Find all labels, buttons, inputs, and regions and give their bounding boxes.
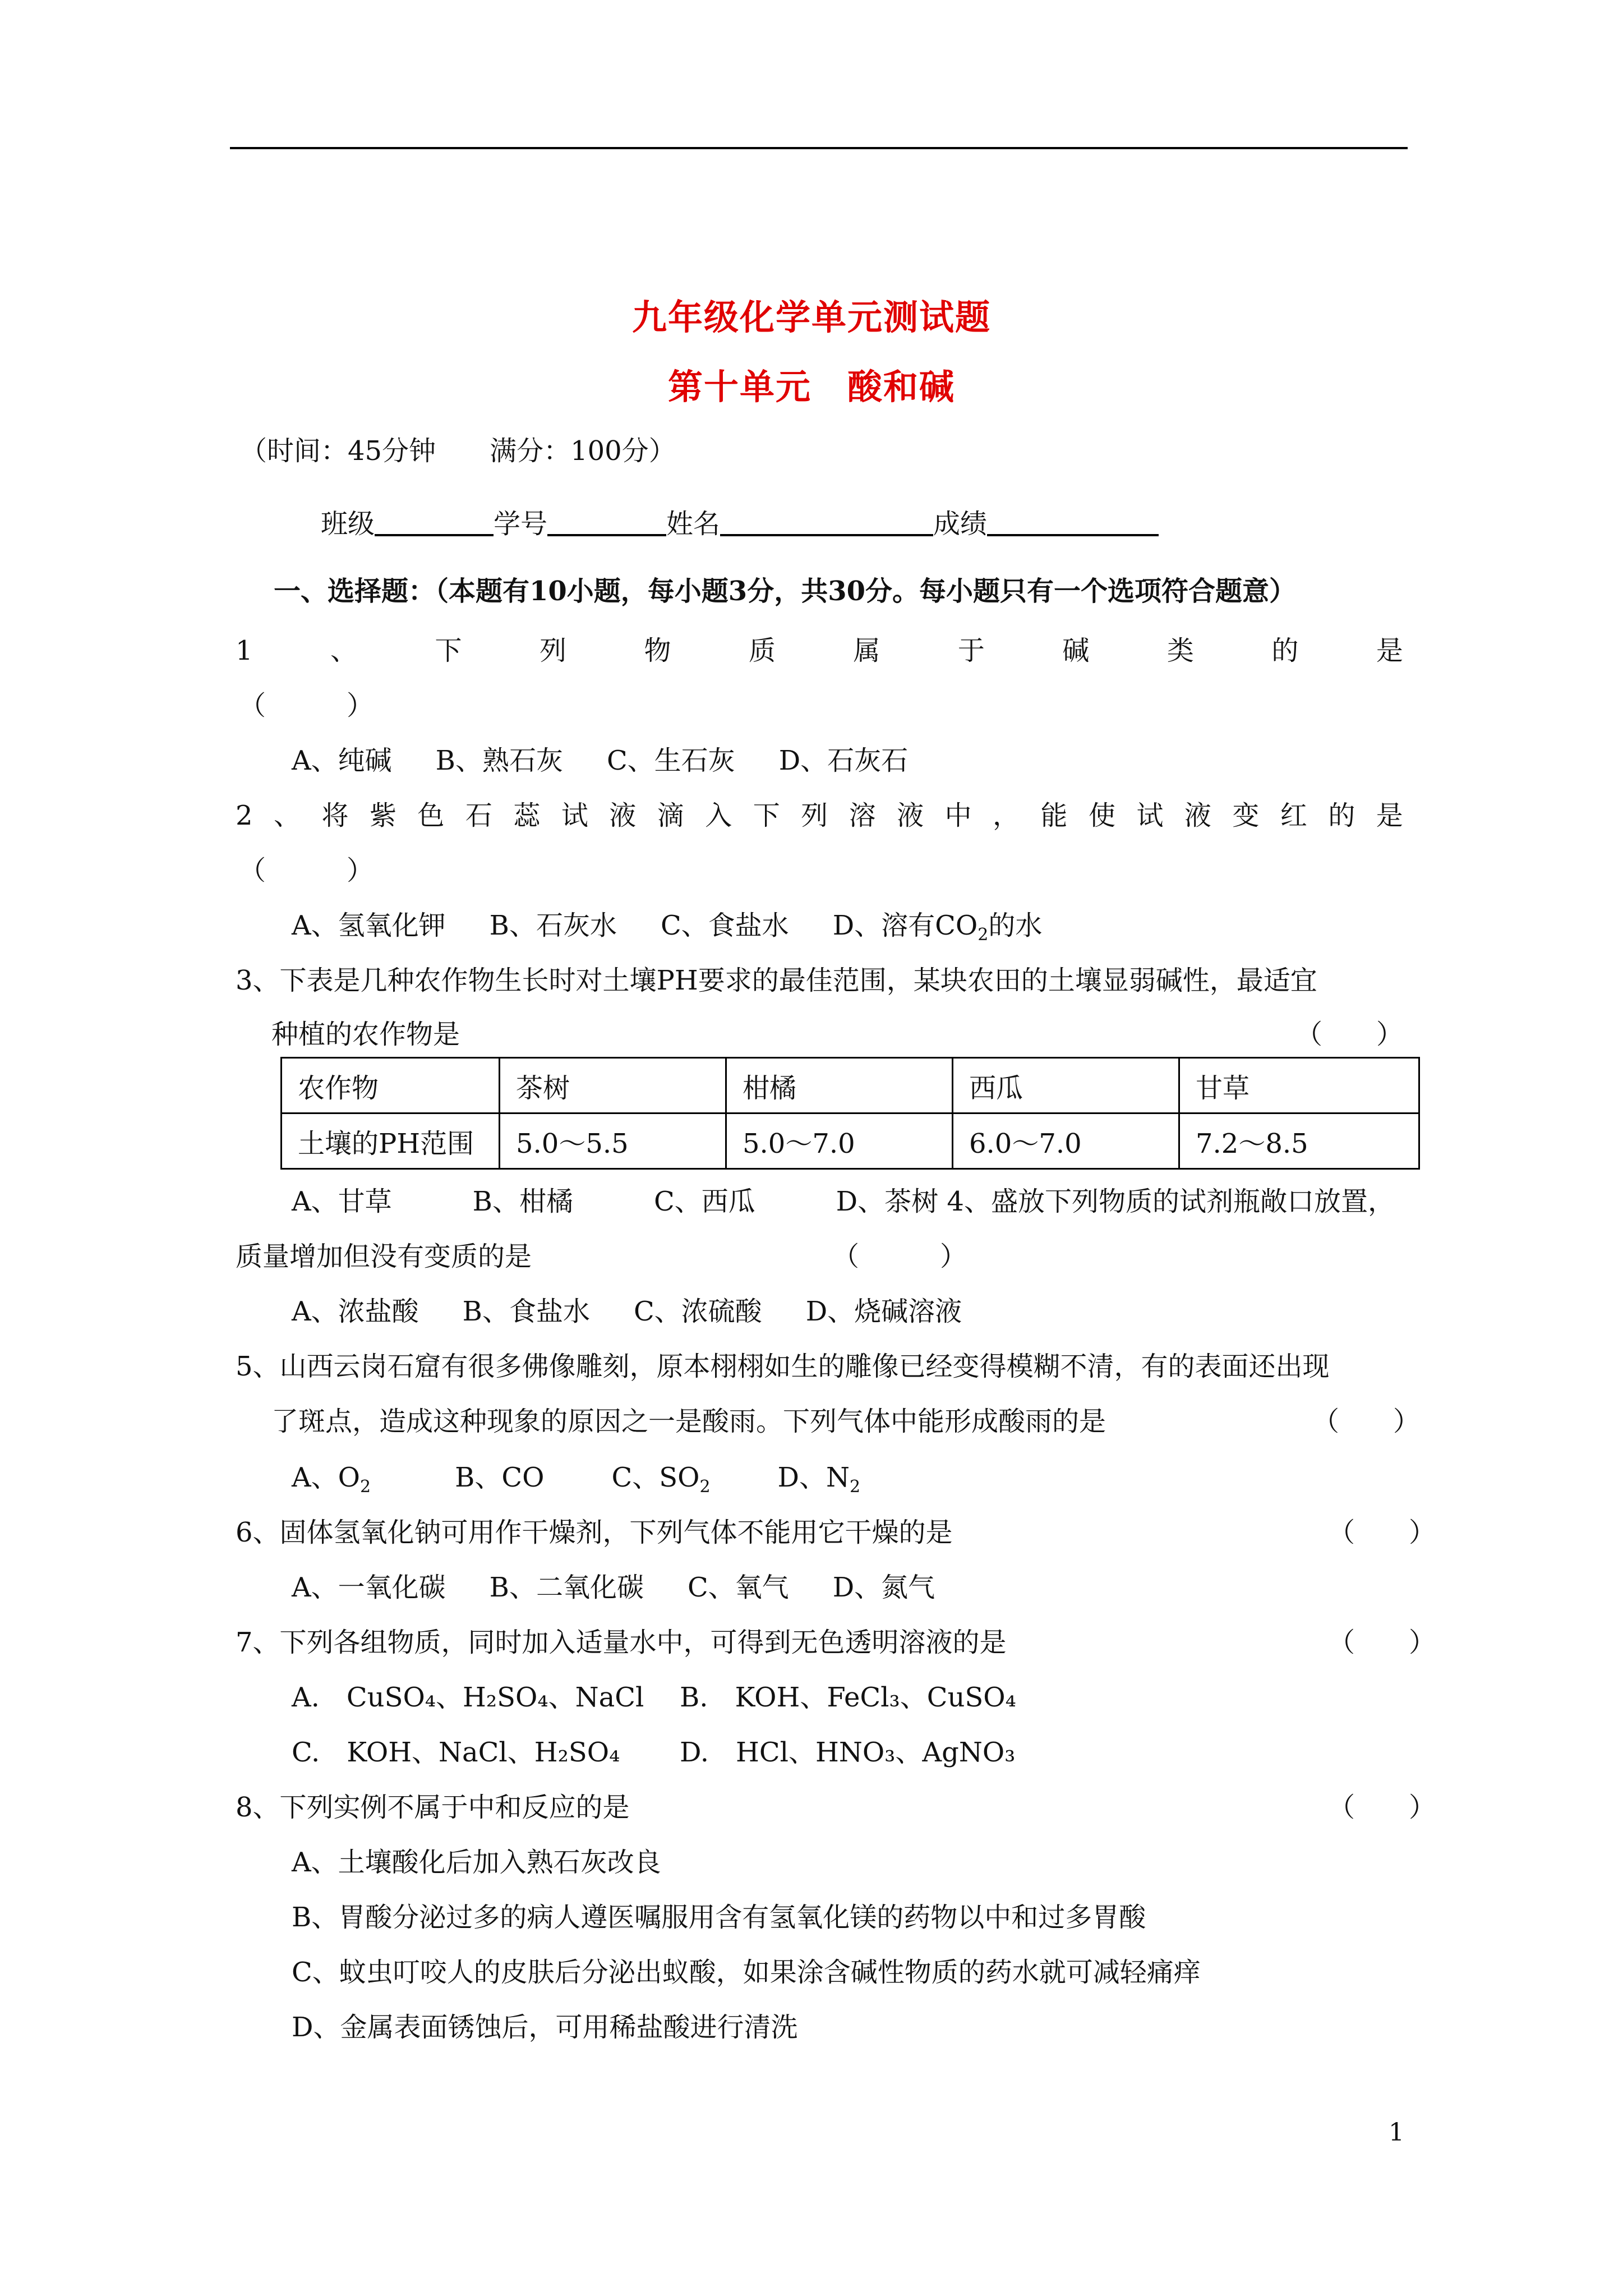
question-4-answer-paren: （ ） xyxy=(832,1241,967,1272)
option-c-subscript: 2 xyxy=(699,1477,711,1497)
question-5-answer-paren: （ ） xyxy=(1312,1406,1421,1437)
option-c-text: C、SO xyxy=(611,1462,700,1493)
stem-char: 溶 xyxy=(849,800,876,831)
question-1-stem xyxy=(236,634,1403,668)
option-c[interactable]: C. KOH、NaCl、H₂SO₄ xyxy=(292,1737,620,1768)
question-8-answer-paren: （ ） xyxy=(1328,1792,1436,1823)
table-header-cell: 甘草 xyxy=(1179,1058,1419,1114)
option-a[interactable]: A、一氧化碳 xyxy=(292,1572,446,1603)
option-a[interactable]: A、纯碱 xyxy=(292,745,392,776)
option-a-text: A、O xyxy=(292,1462,361,1493)
table-header-row xyxy=(282,1058,1419,1114)
option-d-subscript: 2 xyxy=(978,925,989,945)
stem-char: 使 xyxy=(1088,800,1115,831)
exam-meta: （时间：45分钟 满分：100分） xyxy=(240,435,676,467)
option-b-text: B、CO xyxy=(455,1462,545,1493)
stem-char: 是 xyxy=(1376,800,1403,831)
question-5-line-1: 5、山西云岗石窟有很多佛像雕刻，原本栩栩如生的雕像已经变得模糊不清，有的表面还出现 xyxy=(236,1351,1330,1382)
option-d-text: D、溶有CO xyxy=(832,910,978,941)
stem-char: 紫 xyxy=(369,800,396,831)
stem-char: 于 xyxy=(957,635,985,666)
option-d[interactable]: D、金属表面锈蚀后，可用稀盐酸进行清洗 xyxy=(292,2012,798,2043)
question-5-options xyxy=(292,1461,904,1497)
class-label: 班级 xyxy=(321,508,375,540)
stem-char: 液 xyxy=(609,800,637,831)
option-c[interactable]: C、生石灰 xyxy=(606,745,735,776)
table-header-cell: 西瓜 xyxy=(953,1058,1179,1114)
table-cell: 5.0～5.5 xyxy=(500,1114,726,1169)
stem-char: ， xyxy=(993,800,1020,831)
exam-subtitle: 第十单元 酸和碱 xyxy=(667,366,955,407)
stem-char: 能 xyxy=(1040,800,1068,831)
stem-char: 属 xyxy=(853,635,880,666)
option-d[interactable]: D、烧碱溶液 xyxy=(805,1296,962,1327)
stem-char: 是 xyxy=(1376,635,1403,666)
option-d-text-end: 的水 xyxy=(988,910,1043,941)
stem-char: 质 xyxy=(748,635,776,666)
stem-char: 液 xyxy=(1184,800,1211,831)
section-heading: 一、选择题：（本题有10小题，每小题3分，共30分。每小题只有一个选项符合题意） xyxy=(274,576,1296,607)
stem-char: 2 xyxy=(236,800,253,831)
stem-char: 红 xyxy=(1280,800,1307,831)
exam-title: 九年级化学单元测试题 xyxy=(631,297,991,338)
stem-char: 石 xyxy=(465,800,492,831)
crop-ph-table xyxy=(280,1057,1420,1170)
question-4-line-2: 质量增加但没有变质的是 xyxy=(236,1241,532,1272)
option-b[interactable] xyxy=(455,1461,544,1494)
page-number: 1 xyxy=(1389,2118,1404,2147)
question-8-stem: 8、下列实例不属于中和反应的是 xyxy=(236,1792,630,1823)
stem-char: 将 xyxy=(321,800,349,831)
option-b[interactable]: B、食盐水 xyxy=(462,1296,590,1327)
stem-char: 试 xyxy=(1136,800,1164,831)
question-3-answer-paren: （ ） xyxy=(1295,1019,1404,1050)
option-d[interactable] xyxy=(832,909,1043,945)
stem-char: 列 xyxy=(801,800,828,831)
question-6-options xyxy=(292,1571,979,1604)
option-a[interactable]: A. CuSO₄、H₂SO₄、NaCl xyxy=(292,1682,644,1713)
option-c[interactable]: C、浓硫酸 xyxy=(633,1296,762,1327)
table-header-cell: 农作物 xyxy=(282,1058,500,1114)
stem-char: 下 xyxy=(435,635,462,666)
question-7-answer-paren: （ ） xyxy=(1328,1627,1436,1658)
option-a[interactable]: A、土壤酸化后加入熟石灰改良 xyxy=(292,1847,661,1878)
option-b[interactable]: B、熟石灰 xyxy=(435,745,563,776)
option-a[interactable]: A、浓盐酸 xyxy=(292,1296,419,1327)
option-a[interactable] xyxy=(292,1461,371,1497)
option-d-text: D、N xyxy=(777,1462,850,1493)
stem-char: 、 xyxy=(274,800,301,831)
option-c[interactable] xyxy=(611,1461,711,1497)
stem-char: 蕊 xyxy=(513,800,541,831)
question-3-options[interactable]: A、甘草 B、柑橘 C、西瓜 D、茶树 4、盛放下列物质的试剂瓶敞口放置， xyxy=(292,1186,1395,1217)
question-5-line-2: 了斑点，造成这种现象的原因之一是酸雨。下列气体中能形成酸雨的是 xyxy=(271,1406,1106,1437)
question-3-line-1: 3、下表是几种农作物生长时对土壤PH要求的最佳范围，某块农田的土壤显弱碱性，最适宜 xyxy=(236,965,1317,996)
score-blank[interactable] xyxy=(987,505,1159,536)
stem-char: 物 xyxy=(644,635,671,666)
question-2-options xyxy=(292,909,1086,945)
table-cell: 6.0～7.0 xyxy=(953,1114,1179,1169)
option-c[interactable]: C、食盐水 xyxy=(660,910,789,941)
option-a[interactable]: A、氢氧化钾 xyxy=(292,910,446,941)
question-2-answer-paren: （ ） xyxy=(239,855,374,886)
stem-char: 1 xyxy=(236,635,253,666)
option-c[interactable]: C、蚊虫叮咬人的皮肤后分泌出蚁酸，如果涂含碱性物质的药水就可减轻痛痒 xyxy=(292,1957,1201,1988)
score-label: 成绩 xyxy=(933,508,988,540)
number-label: 学号 xyxy=(494,508,548,540)
stem-char: 类 xyxy=(1166,635,1194,666)
stem-char: 的 xyxy=(1271,635,1299,666)
table-cell: 土壤的PH范围 xyxy=(282,1114,500,1169)
question-1-options xyxy=(292,744,952,777)
option-b[interactable]: B、石灰水 xyxy=(489,910,617,941)
class-blank[interactable] xyxy=(375,505,494,536)
question-7-stem: 7、下列各组物质，同时加入适量水中，可得到无色透明溶液的是 xyxy=(236,1627,1007,1658)
header-rule xyxy=(230,147,1408,149)
option-b[interactable]: B、二氧化碳 xyxy=(489,1572,644,1603)
table-row xyxy=(282,1114,1419,1169)
table-cell: 7.2～8.5 xyxy=(1179,1114,1419,1169)
question-6-answer-paren: （ ） xyxy=(1328,1517,1436,1548)
stem-char: 入 xyxy=(705,800,732,831)
stem-char: 下 xyxy=(753,800,780,831)
stem-char: 列 xyxy=(539,635,566,666)
stem-char: 色 xyxy=(417,800,445,831)
name-blank[interactable] xyxy=(720,505,933,536)
table-header-cell: 柑橘 xyxy=(726,1058,953,1114)
option-d[interactable]: D. HCl、HNO₃、AgNO₃ xyxy=(680,1737,1016,1768)
option-d[interactable]: D、石灰石 xyxy=(778,745,909,776)
stem-char: 碱 xyxy=(1062,635,1090,666)
option-b[interactable]: B、胃酸分泌过多的病人遵医嘱服用含有氢氧化镁的药物以中和过多胃酸 xyxy=(292,1902,1146,1933)
option-c[interactable]: C、氧气 xyxy=(687,1572,789,1603)
question-6-stem: 6、固体氢氧化钠可用作干燥剂，下列气体不能用它干燥的是 xyxy=(236,1517,953,1548)
stem-char: 滴 xyxy=(657,800,684,831)
stem-char: 试 xyxy=(561,800,588,831)
student-info-row xyxy=(321,505,1159,541)
question-1-answer-paren: （ ） xyxy=(239,690,374,721)
table-cell: 5.0～7.0 xyxy=(726,1114,953,1169)
option-d[interactable] xyxy=(777,1461,861,1497)
stem-char: 的 xyxy=(1328,800,1355,831)
stem-char: 变 xyxy=(1232,800,1260,831)
stem-char: 、 xyxy=(330,635,358,666)
option-a-subscript: 2 xyxy=(360,1477,371,1497)
question-2-stem xyxy=(236,799,1403,832)
option-b[interactable]: B. KOH、FeCl₃、CuSO₄ xyxy=(680,1682,1016,1713)
question-4-options xyxy=(292,1295,1006,1328)
number-blank[interactable] xyxy=(547,505,666,536)
stem-char: 中 xyxy=(944,800,972,831)
question-3-line-2: 种植的农作物是 xyxy=(271,1019,460,1050)
option-d[interactable]: D、氮气 xyxy=(832,1572,935,1603)
name-label: 姓名 xyxy=(666,508,721,540)
option-d-subscript: 2 xyxy=(850,1477,861,1497)
table-header-cell: 茶树 xyxy=(500,1058,726,1114)
stem-char: 液 xyxy=(897,800,924,831)
